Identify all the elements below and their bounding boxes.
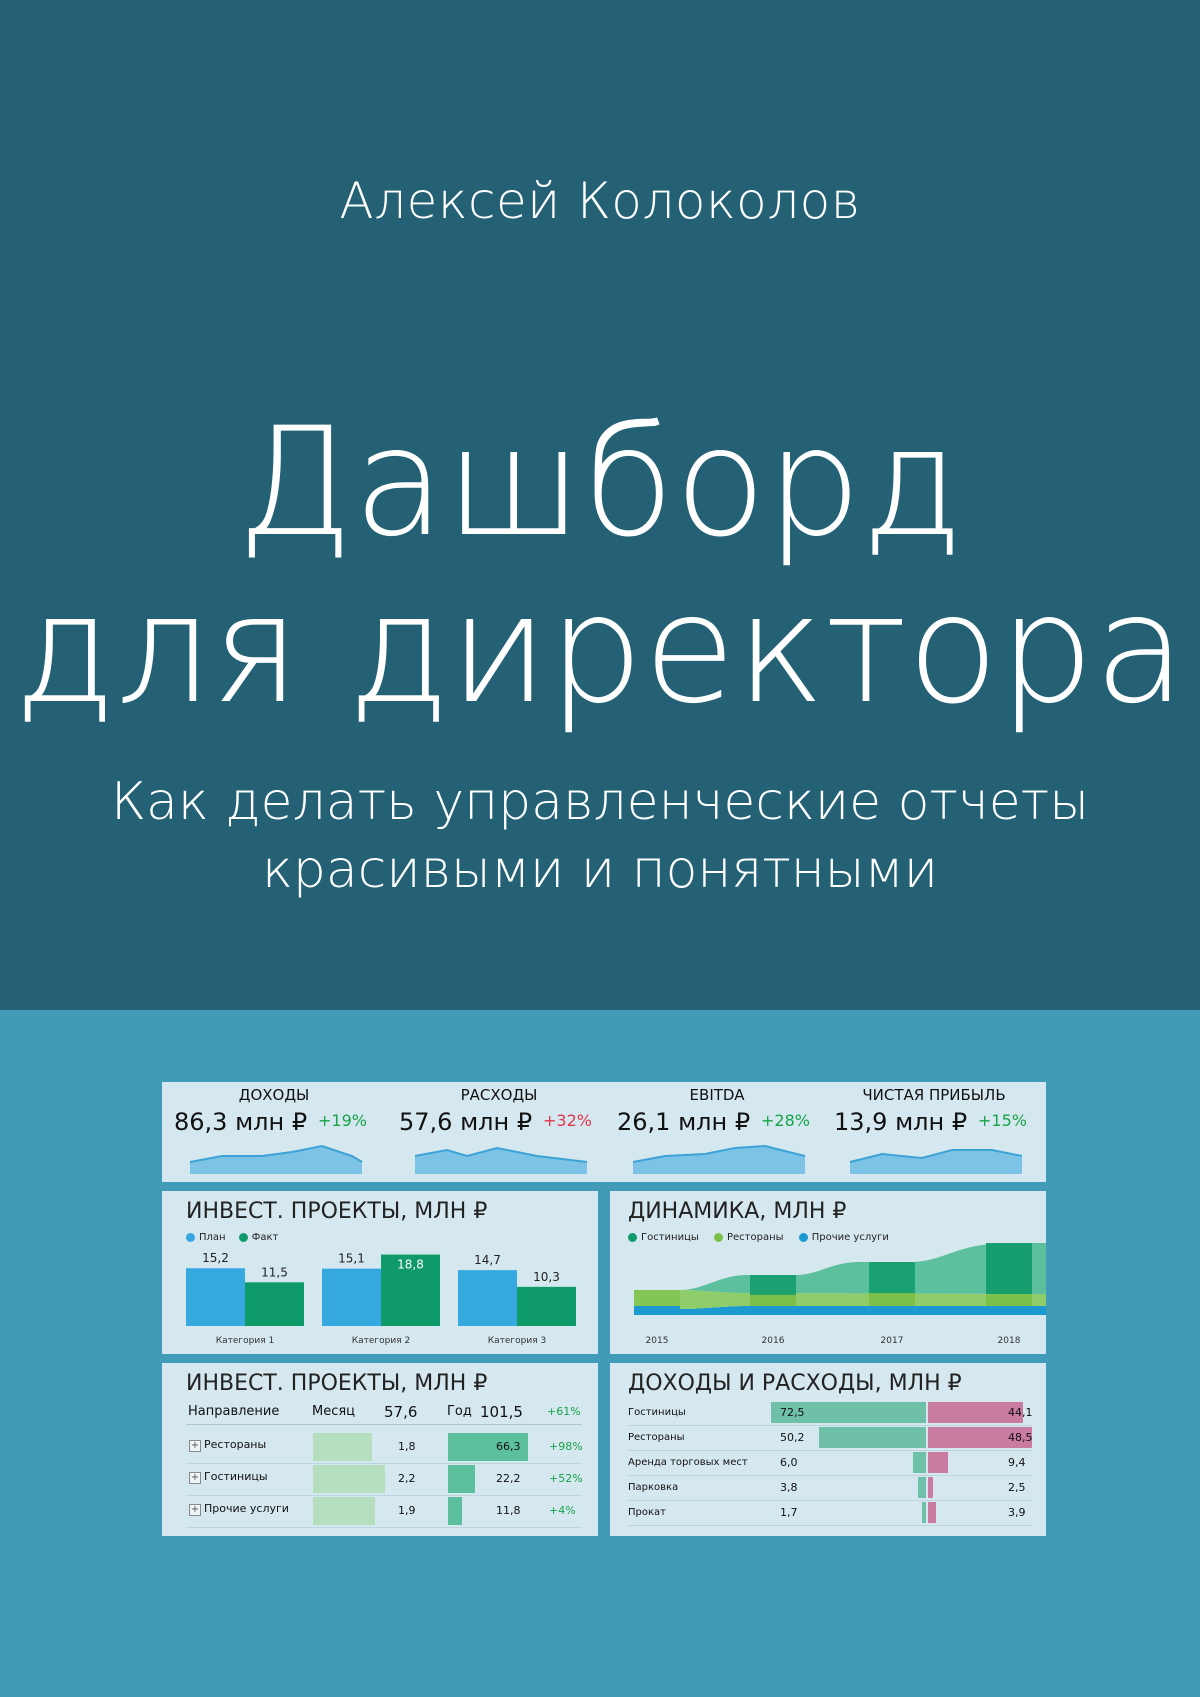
- ie-row-name: Рестораны: [628, 1432, 685, 1443]
- plan-bar: [458, 1270, 517, 1326]
- kpi-card: [387, 1082, 611, 1182]
- col-month-header: Месяц: [312, 1404, 356, 1419]
- ie-row-divider: [628, 1525, 1032, 1526]
- row-change: +52%: [549, 1472, 583, 1485]
- year-bar: [448, 1465, 475, 1493]
- dynamics-chart-title: ДИНАМИКА, МЛН ₽: [628, 1199, 847, 1224]
- legend-fact-label: Факт: [251, 1232, 279, 1243]
- month-value: 1,8: [398, 1440, 416, 1453]
- col-direction-header: Направление: [188, 1404, 280, 1419]
- plan-bar: [186, 1268, 245, 1326]
- invest-table-title: ИНВЕСТ. ПРОЕКТЫ, МЛН ₽: [186, 1371, 488, 1396]
- ie-row-name: Аренда торговых мест: [628, 1457, 748, 1468]
- kpi-card: [822, 1082, 1046, 1182]
- year-value: 11,8: [496, 1504, 521, 1517]
- expense-value: 3,9: [1008, 1506, 1026, 1519]
- book-subtitle-line-2: красивыми и понятными: [261, 840, 939, 900]
- year-value: 66,3: [496, 1440, 521, 1453]
- ie-row: [610, 1501, 1046, 1525]
- income-bar: [819, 1427, 926, 1448]
- ie-row-name: Гостиницы: [628, 1407, 686, 1418]
- ie-row-name: Парковка: [628, 1482, 679, 1493]
- fact-value-label: 11,5: [261, 1265, 288, 1280]
- kpi-change: +28%: [761, 1111, 810, 1130]
- expand-icon[interactable]: +: [190, 1504, 200, 1515]
- expense-bar: [928, 1452, 948, 1473]
- kpi-change: +19%: [318, 1111, 367, 1130]
- row-change: +98%: [549, 1440, 583, 1453]
- row-change: +4%: [549, 1504, 576, 1517]
- kpi-change: +32%: [543, 1111, 592, 1130]
- kpi-label: EBITDA: [689, 1086, 745, 1104]
- plan-value-label: 14,7: [474, 1253, 501, 1268]
- income-bar: [913, 1452, 926, 1473]
- table-row: [162, 1465, 598, 1495]
- fact-bar: [517, 1287, 576, 1326]
- category-label: Категория 3: [487, 1336, 547, 1346]
- ie-row: [610, 1451, 1046, 1475]
- expense-bar: [928, 1502, 936, 1523]
- kpi-card: [605, 1082, 829, 1182]
- ie-row: [610, 1401, 1046, 1425]
- income-bar: [918, 1477, 926, 1498]
- kpi-sparkline: [822, 1082, 1046, 1182]
- expense-bar: [928, 1477, 933, 1498]
- expense-value: 9,4: [1008, 1456, 1026, 1469]
- legend-plan-label: План: [199, 1232, 226, 1243]
- dynamics-area-chart: [610, 1191, 1046, 1354]
- plan-bar: [322, 1269, 381, 1326]
- month-value: 1,9: [398, 1504, 416, 1517]
- month-value: 2,2: [398, 1472, 416, 1485]
- legend-hotels-label: Гостиницы: [641, 1232, 699, 1243]
- category-label: Категория 2: [351, 1336, 411, 1346]
- invest-chart-title: ИНВЕСТ. ПРОЕКТЫ, МЛН ₽: [186, 1199, 488, 1224]
- month-bar: [313, 1497, 375, 1525]
- invest-projects-table-panel: [162, 1363, 598, 1536]
- book-title-line-2: для директора: [13, 563, 1187, 737]
- ie-row: [610, 1476, 1046, 1500]
- table-row: [162, 1433, 598, 1463]
- fact-value-label: 18,8: [397, 1257, 424, 1272]
- income-expense-panel: [610, 1363, 1046, 1536]
- dynamics-year-2017: 2017: [880, 1336, 904, 1346]
- dynamics-year-2016: 2016: [761, 1336, 785, 1346]
- income-value: 6,0: [780, 1456, 798, 1469]
- row-divider: [186, 1527, 582, 1528]
- plan-value-label: 15,2: [202, 1251, 229, 1266]
- year-bar: [448, 1497, 462, 1525]
- dynamics-chart-panel: [610, 1191, 1046, 1354]
- kpi-label: ДОХОДЫ: [238, 1086, 310, 1104]
- expense-value: 2,5: [1008, 1481, 1026, 1494]
- income-value: 72,5: [780, 1406, 805, 1419]
- kpi-sparkline: [162, 1082, 386, 1182]
- expand-icon[interactable]: +: [190, 1472, 200, 1483]
- kpi-value: 26,1 млн ₽: [617, 1108, 751, 1136]
- header-divider: [186, 1424, 582, 1425]
- income-value: 50,2: [780, 1431, 805, 1444]
- kpi-panel: [162, 1082, 1046, 1182]
- author-name: Алексей Колоколов: [339, 172, 861, 230]
- col-year-header: Год: [447, 1404, 472, 1419]
- fact-bar: [245, 1282, 304, 1326]
- month-bar: [313, 1465, 385, 1493]
- dynamics-hotels-band: [634, 1243, 1046, 1294]
- income-value: 1,7: [780, 1506, 798, 1519]
- income-bar: [922, 1502, 926, 1523]
- kpi-value: 57,6 млн ₽: [399, 1108, 533, 1136]
- total-change: +61%: [547, 1405, 581, 1418]
- kpi-sparkline: [605, 1082, 829, 1182]
- table-row: [162, 1497, 598, 1527]
- income-expense-title: ДОХОДЫ И РАСХОДЫ, МЛН ₽: [628, 1371, 962, 1396]
- row-direction-name: Рестораны: [204, 1438, 267, 1451]
- legend-other-label: Прочие услуги: [811, 1232, 889, 1243]
- legend-restaurants-label: Рестораны: [726, 1232, 784, 1243]
- year-value: 22,2: [496, 1472, 521, 1485]
- ie-row-name: Прокат: [628, 1507, 666, 1518]
- year-total: 101,5: [480, 1403, 523, 1421]
- month-total: 57,6: [384, 1403, 418, 1421]
- expand-icon[interactable]: +: [190, 1440, 200, 1451]
- income-value: 3,8: [780, 1481, 798, 1494]
- kpi-value: 86,3 млн ₽: [174, 1108, 308, 1136]
- invest-projects-chart-panel: [162, 1191, 598, 1354]
- row-direction-name: Гостиницы: [204, 1470, 268, 1483]
- kpi-change: +15%: [978, 1111, 1027, 1130]
- category-label: Категория 1: [215, 1336, 275, 1346]
- kpi-card: [162, 1082, 386, 1182]
- month-bar: [313, 1433, 372, 1461]
- row-direction-name: Прочие услуги: [204, 1502, 289, 1515]
- book-title-line-1: Дашборд: [236, 396, 964, 570]
- row-divider: [186, 1463, 582, 1464]
- expense-value: 48,5: [1008, 1431, 1033, 1444]
- dynamics-year-2018: 2018: [997, 1336, 1021, 1346]
- book-subtitle-line-1: Как делать управленческие отчеты: [110, 772, 1090, 832]
- kpi-label: РАСХОДЫ: [460, 1086, 538, 1104]
- dynamics-year-2015: 2015: [645, 1336, 669, 1346]
- ie-row: [610, 1426, 1046, 1450]
- plan-value-label: 15,1: [338, 1251, 365, 1266]
- expense-value: 44,1: [1008, 1406, 1033, 1419]
- kpi-value: 13,9 млн ₽: [834, 1108, 968, 1136]
- row-divider: [186, 1495, 582, 1496]
- kpi-label: ЧИСТАЯ ПРИБЫЛЬ: [862, 1086, 1006, 1104]
- invest-bar-chart: [162, 1191, 598, 1354]
- kpi-sparkline: [387, 1082, 611, 1182]
- fact-value-label: 10,3: [533, 1269, 560, 1284]
